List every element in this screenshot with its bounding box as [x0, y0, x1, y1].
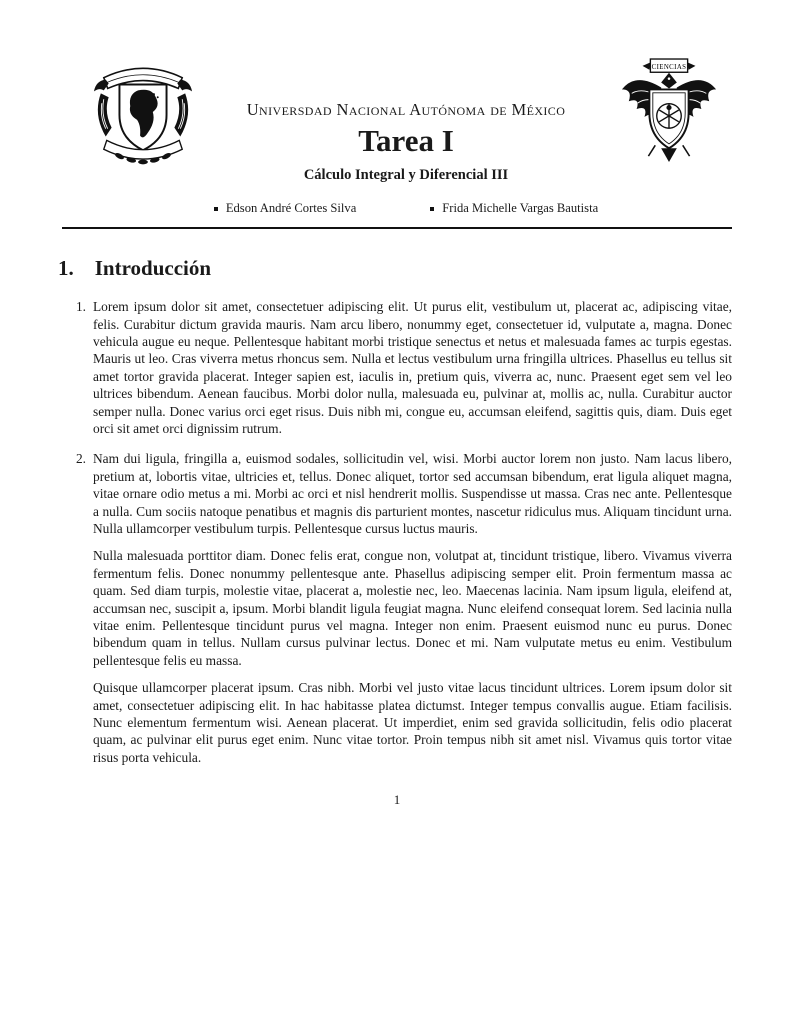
page-number: 1 — [393, 792, 401, 807]
section-number: 1. — [58, 256, 74, 281]
square-bullet-icon — [430, 207, 434, 211]
item-body — [93, 298, 732, 437]
paragraph: Nulla malesuada porttitor diam. Donec felis erat, congue non, volutpat at, tincidunt tristique, libero. Vivamus viverra fermentum felis. Donec nonummy pellentesque ante. Phasellus adipiscing semper elit. Proin fermentum massa ac quam. Sed diam turpis, molestie vitae, placerat a, molestie nec, leo. Maecenas lacinia. Nam ipsum ligula, eleifend at, accumsan nec, suscipit a, ipsum. Morbi blandit ligula feugiat magna. Nunc eleifend consequat lorem. Sed lacinia nulla vitae enim. Pellentesque tincidunt purus vel magna. Integer non enim. Praesent euismod nunc eu purus. Donec bibendum quam in tellus. Nullam cursus pulvinar lectus. Donec et mi. Nam vulputate metus eu enim. Vestibulum pellentesque felis eu massa. — [93, 548, 732, 668]
institution-name: Universdad Nacional Autónoma de México — [246, 100, 566, 119]
ciencias-crest-icon — [618, 54, 720, 168]
square-bullet-icon — [214, 207, 218, 211]
course-name: Cálculo Integral y Diferencial III — [303, 167, 509, 184]
item-number: 1. — [75, 299, 86, 315]
authors-row — [194, 201, 618, 216]
header-rule — [62, 227, 732, 229]
author-item — [430, 201, 598, 216]
unam-crest-logo — [92, 54, 194, 168]
paragraph: Quisque ullamcorper placerat ipsum. Cras nibh. Morbi vel justo vitae lacus tincidunt ultrices. Lorem ipsum dolor sit amet, consectetuer adipiscing elit. In hac habitasse platea dictumst. Integer tempus convallis augue. Etiam facilisis. Nunc elementum fermentum wisi. Aenean placerat. Ut imperdiet, enim sed gravida sollicitudin, felis odio placerat quam, ac pulvinar elit purus eget enim. Nunc vitae tortor. Proin tempus nibh sit amet nisl. Vivamus quis tortor vitae risus porta vehicula. — [93, 680, 732, 765]
section-heading — [58, 256, 732, 281]
author-name: Frida Michelle Vargas Bautista — [442, 201, 599, 216]
item-number: 2. — [75, 451, 86, 467]
author-name: Edson André Cortes Silva — [225, 201, 357, 216]
enumerated-list — [62, 298, 732, 766]
paragraph: Lorem ipsum dolor sit amet, consectetuer adipiscing elit. Ut purus elit, vestibulum ut, placerat ac, adipiscing vitae, felis. Curabitur dictum gravida mauris. Nam arcu libero, nonummy eget, consectetuer id, vulputate a, magna. Donec vehicula augue eu neque. Pellentesque habitant morbi tristique senectus et netus et malesuada fames ac turpis egestas. Mauris ut leo. Cras viverra metus rhoncus sem. Nulla et lectus vestibulum urna fringilla ultrices. Phasellus eu tellus sit amet tortor gravida placerat. Integer sapien est, iaculis in, pretium quis, viverra ac, nunc. Praesent eget sem vel leo ultrices bibendum. Aenean faucibus. Morbi dolor nulla, malesuada eu, pulvinar at, mollis ac, nulla. Curabitur auctor semper nulla. Donec varius orci eget risus. Duis nibh mi, congue eu, accumsan eleifend, sagittis quis, diam. Duis eget orci sit amet orci dignissim rutrum. — [93, 299, 732, 436]
section-title: Introducción — [94, 256, 212, 281]
ciencias-banner-text: CIENCIAS — [651, 63, 687, 71]
author-item — [214, 201, 356, 216]
ciencias-crest-logo — [618, 54, 720, 168]
list-item — [66, 450, 732, 766]
item-body — [93, 450, 732, 766]
list-item — [66, 298, 732, 437]
document-header — [62, 54, 732, 216]
document-title: Tarea I — [358, 123, 454, 158]
unam-crest-icon — [92, 54, 194, 168]
header-title-block — [194, 54, 618, 216]
paragraph: Nam dui ligula, fringilla a, euismod sodales, sollicitudin vel, wisi. Morbi auctor lorem non justo. Nam lacus libero, pretium at, lobortis vitae, ultricies et, tellus. Donec aliquet, tortor sed accumsan bibendum, erat ligula aliquet magna, vitae ornare odio metus a mi. Morbi ac orci et nisl hendrerit mollis. Suspendisse ut massa. Cras nec ante. Pellentesque a nulla. Cum sociis natoque penatibus et magnis dis parturient montes, nascetur ridiculus mus. Aliquam tincidunt urna. Nulla ullamcorper vestibulum turpis. Pellentesque cursus luctus mauris. — [93, 451, 732, 536]
